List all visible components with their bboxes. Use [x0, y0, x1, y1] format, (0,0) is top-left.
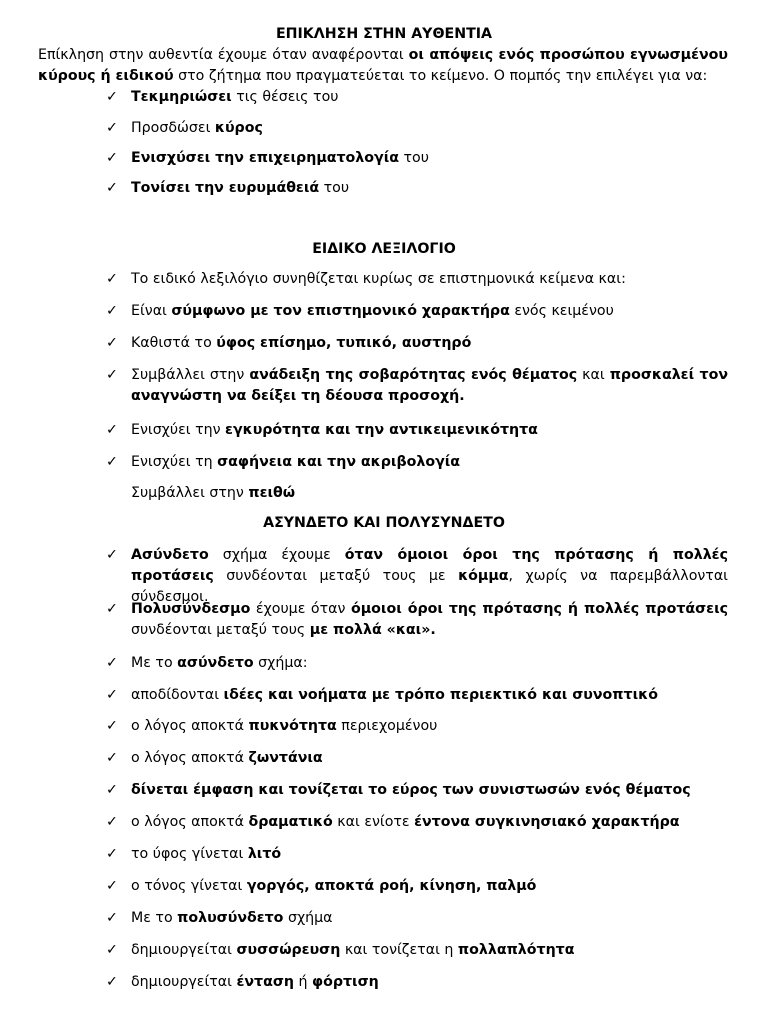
text-run: ενός κειμένου	[509, 303, 614, 319]
text-run: και ενίοτε	[332, 814, 415, 830]
bold-text-run: όμοιοι όροι της πρότασης ή πολλές προτάσεις	[350, 601, 729, 617]
bold-text-run: Ενισχύσει την επιχειρηματολογία	[131, 150, 399, 166]
text-run: του	[319, 180, 350, 196]
bold-text-run: κόμμα	[458, 568, 509, 584]
text-run: ή	[293, 974, 312, 990]
bold-text-run: έντονα συγκινησιακό χαρακτήρα	[414, 814, 680, 830]
text-run: συνδέονται μεταξύ τους	[131, 622, 310, 638]
bold-text-run: Τεκμηριώσει	[131, 89, 232, 105]
checkmark-icon: ✓	[106, 655, 118, 671]
checkmark-icon: ✓	[106, 974, 118, 990]
text-run: Προσδώσει	[131, 120, 215, 136]
text-run: Είναι	[131, 303, 172, 319]
list-item-text	[131, 118, 728, 139]
text-run: συνδέονται μεταξύ τους με	[213, 568, 459, 584]
checkmark-icon: ✓	[106, 814, 118, 830]
text-run: Το ειδικό λεξιλόγιο συνηθίζεται κυρίως σε επιστημονικά κείμενα και:	[131, 271, 626, 287]
list-item-text	[131, 301, 728, 322]
bold-text-run: σαφήνεια και την ακριβολογία	[217, 454, 461, 470]
checkmark-icon: ✓	[106, 687, 118, 703]
list-item-text	[131, 452, 728, 473]
text-run: ο τόνος γίνεται	[131, 878, 247, 894]
bold-text-run: ανάδειξη της σοβαρότητας ενός θέματος	[249, 367, 578, 383]
checkmark-icon: ✓	[106, 120, 118, 136]
text-run: δημιουργείται	[131, 942, 237, 958]
list-item-text	[131, 748, 728, 769]
checkmark-icon: ✓	[106, 150, 118, 166]
text-run: Επίκληση στην αυθεντία έχουμε όταν αναφέρονται	[38, 47, 409, 63]
text-run: Με το	[131, 910, 178, 926]
bold-text-run: ύφος επίσημο, τυπικό, αυστηρό	[216, 335, 472, 351]
bold-text-run: λιτό	[247, 846, 282, 862]
section-heading: ΕΙΔΙΚΟ ΛΕΞΙΛΟΓΙΟ	[312, 241, 456, 257]
text-run: το ύφος γίνεται	[131, 846, 248, 862]
checkmark-icon: ✓	[106, 422, 118, 438]
text-run: περιεχομένου	[336, 718, 438, 734]
text-run: Συμβάλλει στην	[131, 485, 249, 501]
bold-text-run: Πολυσύνδεσμο	[131, 601, 251, 617]
list-item-text	[131, 812, 728, 833]
list-item-text	[131, 780, 728, 801]
list-item-text	[131, 599, 728, 641]
list-item-text	[131, 876, 728, 897]
bold-text-run: ασύνδετο	[177, 655, 254, 671]
section-heading: ΕΠΙΚΛΗΣΗ ΣΤΗΝ ΑΥΘΕΝΤΙΑ	[275, 26, 493, 42]
checkmark-icon: ✓	[106, 335, 118, 351]
text-run: και	[577, 367, 610, 383]
checkmark-icon: ✓	[106, 750, 118, 766]
list-item-text	[131, 420, 728, 441]
text-run: σχήμα:	[253, 655, 308, 671]
bold-text-run: Ασύνδετο	[131, 547, 209, 563]
text-run: έχουμε όταν	[250, 601, 351, 617]
intro-paragraph	[38, 45, 728, 87]
checkmark-icon: ✓	[106, 782, 118, 798]
checkmark-icon: ✓	[106, 89, 118, 105]
checkmark-icon: ✓	[106, 846, 118, 862]
list-item-text	[131, 178, 728, 199]
bold-text-run: συσσώρευση	[236, 942, 341, 958]
list-item-text	[131, 653, 728, 674]
checkmark-icon: ✓	[106, 718, 118, 734]
text-run: ο λόγος αποκτά	[131, 814, 249, 830]
text-run: και τονίζεται η	[340, 942, 458, 958]
bold-text-run: πολυσύνδετο	[177, 910, 284, 926]
list-item-text	[131, 333, 728, 354]
list-item-text	[131, 940, 728, 961]
list-item-text	[131, 148, 728, 169]
text-run: Ενισχύει την	[131, 422, 226, 438]
checkmark-icon: ✓	[106, 271, 118, 287]
text-run: του	[398, 150, 429, 166]
checkmark-icon: ✓	[106, 601, 118, 617]
checkmark-icon: ✓	[106, 910, 118, 926]
bold-text-run: δίνεται έμφαση και τονίζεται το εύρος των συνιστωσών ενός θέματος	[131, 782, 691, 798]
bold-text-run: οι απόψεις ενός προσώπου εγνωσμένου κύρους ή ειδικού	[38, 47, 728, 84]
list-item-text	[131, 87, 728, 108]
bold-text-run: πυκνότητα	[248, 718, 337, 734]
list-item-text	[131, 972, 728, 993]
text-run: Συμβάλλει στην	[131, 367, 250, 383]
text-run: Καθιστά το	[131, 335, 217, 351]
text-run: , χωρίς να παρεμβάλλονται σύνδεσμοι.	[131, 568, 728, 605]
text-run: Ενισχύει τη	[131, 454, 218, 470]
bold-text-run: ιδέες και νοήματα με τρόπο περιεκτικό και συνοπτικό	[223, 687, 658, 703]
bold-text-run: ένταση	[236, 974, 294, 990]
text-run: στο ζήτημα που πραγματεύεται το κείμενο. Ο πομπός την επιλέγει για να:	[173, 68, 708, 84]
checkmark-icon: ✓	[106, 303, 118, 319]
list-item-text	[131, 716, 728, 737]
bold-text-run: κύρος	[214, 120, 263, 136]
bold-text-run: γοργός, αποκτά ροή, κίνηση, παλμό	[246, 878, 537, 894]
checkmark-icon: ✓	[106, 547, 118, 563]
checkmark-icon: ✓	[106, 367, 118, 383]
list-item-text	[131, 685, 728, 706]
bold-text-run: εγκυρότητα και την αντικειμενικότητα	[225, 422, 538, 438]
bold-text-run: Τονίσει την ευρυμάθειά	[131, 180, 320, 196]
checkmark-icon: ✓	[106, 878, 118, 894]
text-run: ο λόγος αποκτά	[131, 718, 249, 734]
bold-text-run: προσκαλεί τον αναγνώστη να δείξει τη δέουσα προσοχή.	[131, 367, 728, 404]
text-run: σχήμα	[283, 910, 333, 926]
bold-text-run: φόρτιση	[312, 974, 379, 990]
bold-text-run: σύμφωνο με τον επιστημονικό χαρακτήρα	[171, 303, 510, 319]
text-run: Με το	[131, 655, 178, 671]
text-run: τις θέσεις του	[231, 89, 339, 105]
checkmark-icon: ✓	[106, 942, 118, 958]
section-heading: ΑΣΥΝΔΕΤΟ ΚΑΙ ΠΟΛΥΣΥΝΔΕΤΟ	[263, 515, 505, 531]
bold-text-run: πολλαπλότητα	[457, 942, 575, 958]
bold-text-run: όταν όμοιοι όροι της πρότασης ή πολλές προτάσεις	[131, 547, 728, 584]
bold-text-run: δραματικό	[248, 814, 333, 830]
text-run: δημιουργείται	[131, 974, 237, 990]
text-run: ο λόγος αποκτά	[131, 750, 249, 766]
text-run: σχήμα έχουμε	[208, 547, 345, 563]
checkmark-icon: ✓	[106, 180, 118, 196]
list-item-text	[131, 269, 728, 290]
list-item-text	[131, 844, 728, 865]
list-item-text	[131, 365, 728, 407]
bold-text-run: πειθώ	[248, 485, 296, 501]
bold-text-run: ζωντάνια	[248, 750, 323, 766]
checkmark-icon: ✓	[106, 454, 118, 470]
list-item-text	[131, 483, 728, 504]
bold-text-run: με πολλά «και».	[309, 622, 436, 638]
text-run: αποδίδονται	[131, 687, 224, 703]
list-item-text	[131, 908, 728, 929]
